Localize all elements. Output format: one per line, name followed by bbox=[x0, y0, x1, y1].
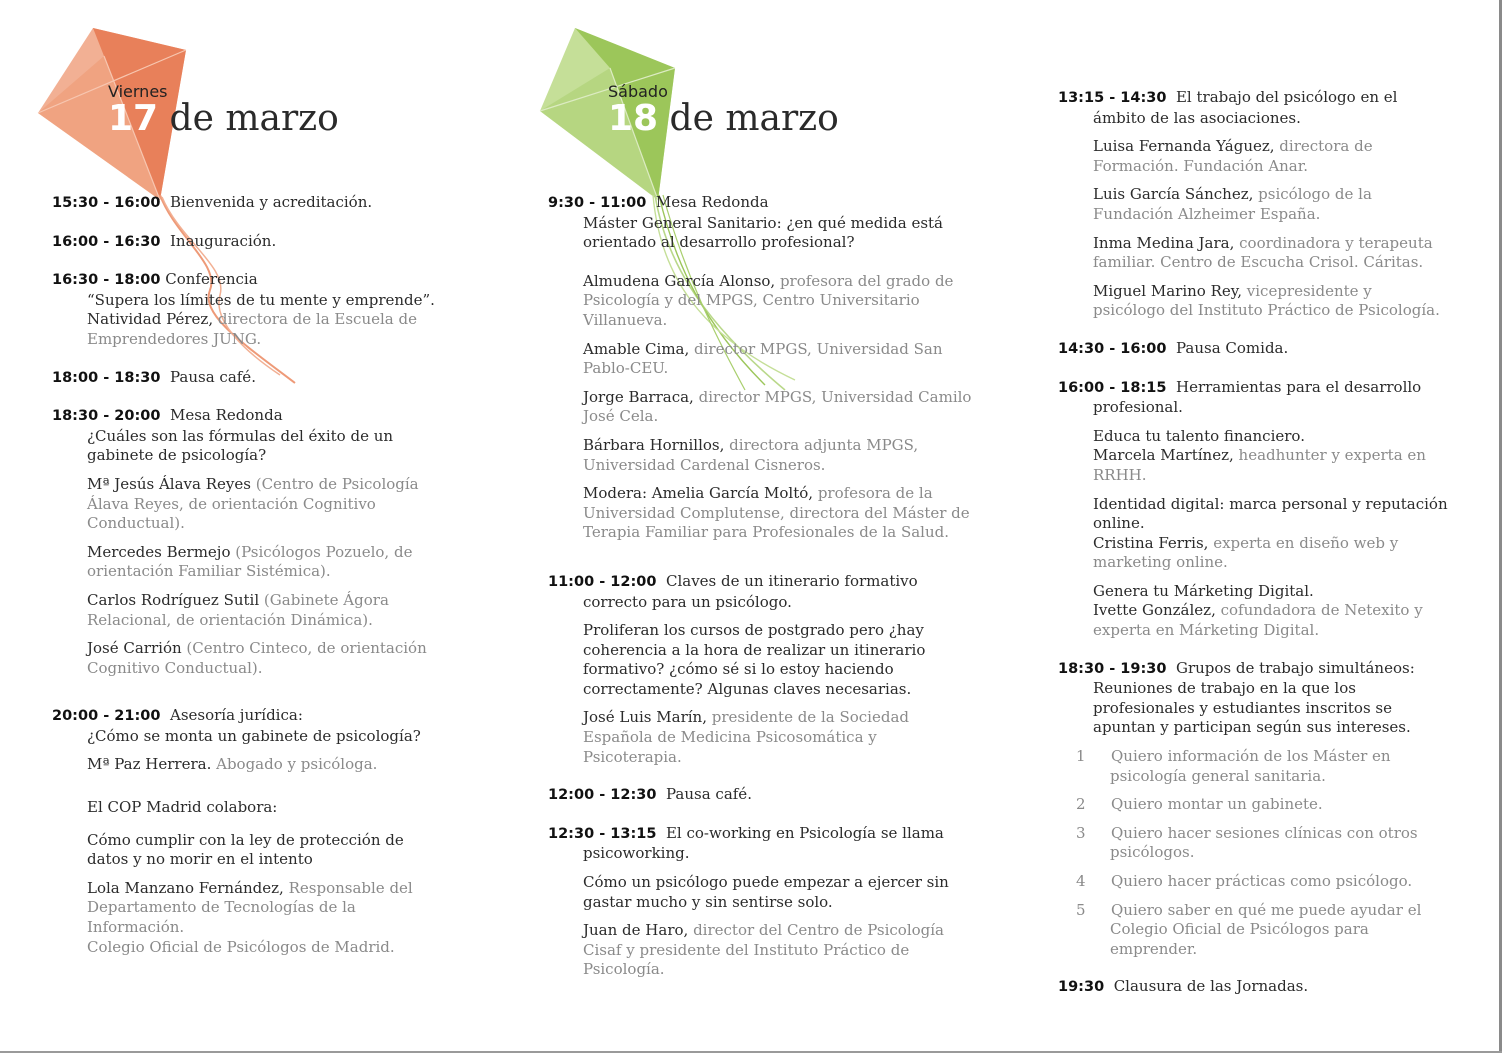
time-label: 18:30 - 19:30 bbox=[1058, 660, 1167, 677]
saturday-afternoon-schedule bbox=[1058, 88, 1448, 1016]
list-item bbox=[1076, 795, 1448, 815]
session-talk: Cómo cumplir con la ley de protección de datos y no morir en el intento bbox=[87, 830, 404, 869]
session-title: El co-working en Psicología se llama psicoworking. bbox=[583, 823, 944, 863]
speaker bbox=[1058, 534, 1448, 573]
list-text: Quiero hacer sesiones clínicas con otros psicólogos. bbox=[1110, 823, 1418, 862]
time-label: 15:30 - 16:00 bbox=[52, 195, 161, 211]
session-description: Cómo un psicólogo puede empezar a ejercer sin gastar mucho y sin sentirse solo. bbox=[583, 873, 949, 911]
schedule-item-grupos bbox=[1058, 659, 1448, 960]
session-question: Máster General Sanitario: ¿en qué medida está orientado al desarrollo profesional? bbox=[583, 213, 943, 252]
friday-day-name: Viernes bbox=[108, 82, 168, 101]
list-text: Quiero montar un gabinete. bbox=[1111, 795, 1323, 814]
panelist bbox=[548, 340, 976, 379]
saturday-day-number: 18 bbox=[608, 98, 659, 139]
speaker-role: headhunter y experta en RRHH. bbox=[1093, 446, 1426, 484]
speaker-name: Cristina Ferris, bbox=[1093, 533, 1209, 552]
list-text: Quiero hacer prácticas como psicólogo. bbox=[1111, 872, 1413, 890]
speaker-role: director del Centro de Psicología Cisaf y presidente del Instituto Práctico de Psicología. bbox=[583, 921, 944, 979]
panelist-role: (Psicólogos Pozuelo, de orientación Familiar Sistémica). bbox=[87, 542, 413, 581]
saturday-morning-schedule bbox=[548, 193, 976, 998]
schedule-item-asociaciones bbox=[1058, 88, 1448, 321]
speaker-role: experta en diseño web y marketing online. bbox=[1093, 533, 1399, 572]
schedule-item-mesa-redonda bbox=[52, 406, 447, 678]
time-label: 18:30 - 20:00 bbox=[52, 408, 161, 425]
panelist-name: Luis García Sánchez, bbox=[1093, 185, 1254, 204]
session-title: El trabajo del psicólogo en el ámbito de las asociaciones. bbox=[1093, 88, 1398, 127]
panelist-role: (Gabinete Ágora Relacional, de orientación Dinámica). bbox=[87, 590, 389, 629]
session-title: Pausa Comida. bbox=[1175, 338, 1289, 357]
panelist-name: Luisa Fernanda Yáguez, bbox=[1093, 137, 1275, 156]
session-title: Grupos de trabajo simultáneos: bbox=[1175, 658, 1415, 677]
working-groups-list bbox=[1058, 747, 1448, 959]
panelist-name: Almudena García Alonso, bbox=[583, 271, 776, 290]
session-title: Pausa café. bbox=[169, 367, 256, 386]
list-number: 2 bbox=[1076, 795, 1086, 814]
list-number: 1 bbox=[1076, 747, 1086, 766]
time-label: 16:00 - 18:15 bbox=[1058, 379, 1167, 396]
saturday-month: de marzo bbox=[658, 98, 839, 139]
speaker bbox=[52, 755, 447, 775]
session-title: Bienvenida y acreditación. bbox=[169, 193, 373, 211]
moderator-name: Modera: Amelia García Moltó, bbox=[583, 484, 814, 503]
time-label: 12:00 - 12:30 bbox=[548, 787, 657, 804]
speaker bbox=[1058, 601, 1448, 640]
session-question: ¿Cuáles son las fórmulas del éxito de un gabinete de psicología? bbox=[87, 426, 394, 465]
list-number: 5 bbox=[1076, 900, 1086, 919]
panelist-name: Inma Medina Jara, bbox=[1093, 233, 1235, 252]
panelist-name: José Carrión bbox=[87, 639, 182, 658]
panelist-name: Mercedes Bermejo bbox=[87, 542, 231, 561]
speaker-role: directora de la Escuela de Emprendedores JUNG. bbox=[87, 310, 417, 348]
list-text: Quiero saber en qué me puede ayudar el Colegio Oficial de Psicólogos para emprender. bbox=[1110, 900, 1422, 958]
speaker-role: presidente de la Sociedad Española de Medicina Psicosomática y Psicoterapia. bbox=[583, 708, 909, 766]
panelist bbox=[52, 591, 447, 630]
speaker-name: Marcela Martínez, bbox=[1093, 446, 1234, 465]
time-label: 14:30 - 16:00 bbox=[1058, 340, 1167, 357]
list-item bbox=[1076, 872, 1448, 892]
time-label: 18:00 - 18:30 bbox=[52, 369, 161, 386]
speaker-name: Ivette González, bbox=[1093, 601, 1216, 620]
time-label: 11:00 - 12:00 bbox=[548, 573, 657, 590]
speaker bbox=[1058, 446, 1448, 485]
speaker bbox=[548, 921, 976, 980]
time-label: 13:15 - 14:30 bbox=[1058, 90, 1167, 106]
panelist bbox=[52, 543, 447, 582]
schedule-item-bienvenida bbox=[52, 193, 447, 214]
list-item bbox=[1076, 900, 1448, 960]
speaker-role: Abogado y psicóloga. bbox=[211, 755, 378, 774]
panelist bbox=[548, 436, 976, 475]
time-label: 16:00 - 16:30 bbox=[52, 233, 161, 250]
list-item bbox=[1076, 747, 1448, 786]
schedule-item-claves bbox=[548, 572, 976, 767]
talk-title: Identidad digital: marca personal y reputación online. bbox=[1093, 494, 1448, 533]
time-label: 16:30 - 18:00 bbox=[52, 272, 161, 289]
time-label: 9:30 - 11:00 bbox=[548, 195, 647, 211]
time-label: 12:30 - 13:15 bbox=[548, 825, 657, 842]
friday-schedule bbox=[52, 193, 447, 975]
schedule-item-conferencia bbox=[52, 270, 447, 349]
schedule-item-inauguracion bbox=[52, 232, 447, 253]
speaker-name: Lola Manzano Fernández, bbox=[87, 878, 284, 897]
speaker bbox=[52, 879, 447, 938]
panelist-name: Mª Jesús Álava Reyes bbox=[87, 474, 251, 493]
panelist-role: vicepresidente y psicólogo del Instituto Práctico de Psicología. bbox=[1093, 281, 1440, 320]
panelist-name: Amable Cima, bbox=[583, 339, 690, 358]
panelist-role: directora de Formación. Fundación Anar. bbox=[1093, 137, 1373, 175]
panelist bbox=[1058, 137, 1448, 176]
speaker-name: Mª Paz Herrera. bbox=[87, 755, 212, 774]
panelist-role: profesora del grado de Psicología y del MPGS, Centro Universitario Villanueva. bbox=[583, 271, 954, 329]
panelist bbox=[1058, 185, 1448, 224]
panelist-role: (Centro de Psicología Álava Reyes, de orientación Cognitivo Conductual). bbox=[87, 474, 419, 533]
panelist-role: coordinadora y terapeuta familiar. Centro de Escucha Crisol. Cáritas. bbox=[1093, 233, 1433, 272]
panelist-role: (Centro Cinteco, de orientación Cognitivo Conductual). bbox=[87, 639, 427, 677]
panelist-name: Carlos Rodríguez Sutil bbox=[87, 590, 260, 609]
panelist-role: director MPGS, Universidad San Pablo-CEU. bbox=[583, 339, 943, 378]
friday-month: de marzo bbox=[158, 98, 339, 139]
schedule-item-coworking bbox=[548, 824, 976, 980]
colabora-label: El COP Madrid colabora: bbox=[87, 798, 278, 817]
session-title: Pausa café. bbox=[665, 785, 752, 804]
panelist bbox=[1058, 234, 1448, 273]
panelist-role: directora adjunta MPGS, Universidad Cardenal Cisneros. bbox=[583, 435, 919, 474]
speaker-name: Juan de Haro, bbox=[583, 921, 689, 940]
schedule-item-herramientas bbox=[1058, 378, 1448, 641]
schedule-item-comida bbox=[1058, 339, 1448, 360]
session-title: Claves de un itinerario formativo correcto para un psicólogo. bbox=[583, 571, 918, 611]
schedule-item-asesoria bbox=[52, 706, 447, 957]
schedule-item-pausa-cafe bbox=[52, 368, 447, 389]
panelist-name: Jorge Barraca, bbox=[583, 387, 694, 406]
speaker-name: Natividad Pérez, bbox=[87, 310, 214, 329]
talk-title: Educa tu talento financiero. bbox=[1093, 426, 1305, 445]
panelist-name: Bárbara Hornillos, bbox=[583, 435, 725, 454]
list-number: 4 bbox=[1076, 872, 1086, 890]
session-title: Herramientas para el desarrollo profesional. bbox=[1093, 377, 1422, 417]
panelist bbox=[52, 475, 447, 534]
panelist-role: psicólogo de la Fundación Alzheimer España. bbox=[1093, 185, 1372, 223]
session-question: ¿Cómo se monta un gabinete de psicología? bbox=[87, 726, 421, 745]
schedule-item-pausa-cafe bbox=[548, 785, 976, 806]
speaker bbox=[52, 310, 447, 349]
speaker-role: Responsable del Departamento de Tecnologías de la Información. bbox=[87, 878, 413, 937]
time-label: 19:30 bbox=[1058, 979, 1105, 996]
panelist bbox=[548, 388, 976, 427]
saturday-day-name: Sábado bbox=[608, 82, 668, 101]
moderator bbox=[548, 484, 976, 543]
panelist-role: director MPGS, Universidad Camilo José Cela. bbox=[583, 387, 972, 426]
session-title: Clausura de las Jornadas. bbox=[1113, 977, 1309, 996]
schedule-item-mesa-redonda bbox=[548, 193, 976, 543]
session-title: Mesa Redonda bbox=[655, 193, 769, 211]
panelist bbox=[548, 272, 976, 331]
list-item bbox=[1076, 823, 1448, 863]
session-title: Conferencia bbox=[165, 270, 258, 289]
panelist bbox=[1058, 282, 1448, 321]
speaker-name: José Luis Marín, bbox=[583, 708, 707, 727]
saturday-date bbox=[608, 98, 839, 139]
list-text: Quiero información de los Máster en psicología general sanitaria. bbox=[1110, 747, 1391, 785]
panelist bbox=[52, 639, 447, 678]
session-title: Mesa Redonda bbox=[169, 406, 283, 425]
panelist-name: Miguel Marino Rey, bbox=[1093, 281, 1243, 300]
session-title: Asesoría jurídica: bbox=[169, 706, 303, 725]
session-description: Reuniones de trabajo en la que los profesionales y estudiantes inscritos se apuntan y participan según sus intereses. bbox=[1093, 679, 1411, 737]
speaker-role: cofundadora de Netexito y experta en Márketing Digital. bbox=[1093, 601, 1423, 640]
moderator-role: profesora de la Universidad Complutense, directora del Máster de Terapia Familiar para Profesionales de la Salud. bbox=[583, 484, 970, 542]
talk-title: Genera tu Márketing Digital. bbox=[1093, 581, 1314, 600]
friday-day-number: 17 bbox=[108, 98, 159, 139]
speaker-organization: Colegio Oficial de Psicólogos de Madrid. bbox=[87, 937, 395, 956]
session-title: Inauguración. bbox=[169, 231, 277, 250]
list-number: 3 bbox=[1076, 823, 1086, 842]
schedule-item-clausura bbox=[1058, 977, 1448, 998]
friday-date bbox=[108, 98, 339, 139]
session-description: Proliferan los cursos de postgrado pero ¿hay coherencia a la hora de realizar un itinerario formativo? ¿cómo sé si lo estoy haciendo correctamente? Algunas claves necesarias. bbox=[583, 621, 926, 698]
session-quote: “Supera los límites de tu mente y emprende”. bbox=[87, 290, 435, 309]
speaker bbox=[548, 708, 976, 767]
time-label: 20:00 - 21:00 bbox=[52, 708, 161, 725]
